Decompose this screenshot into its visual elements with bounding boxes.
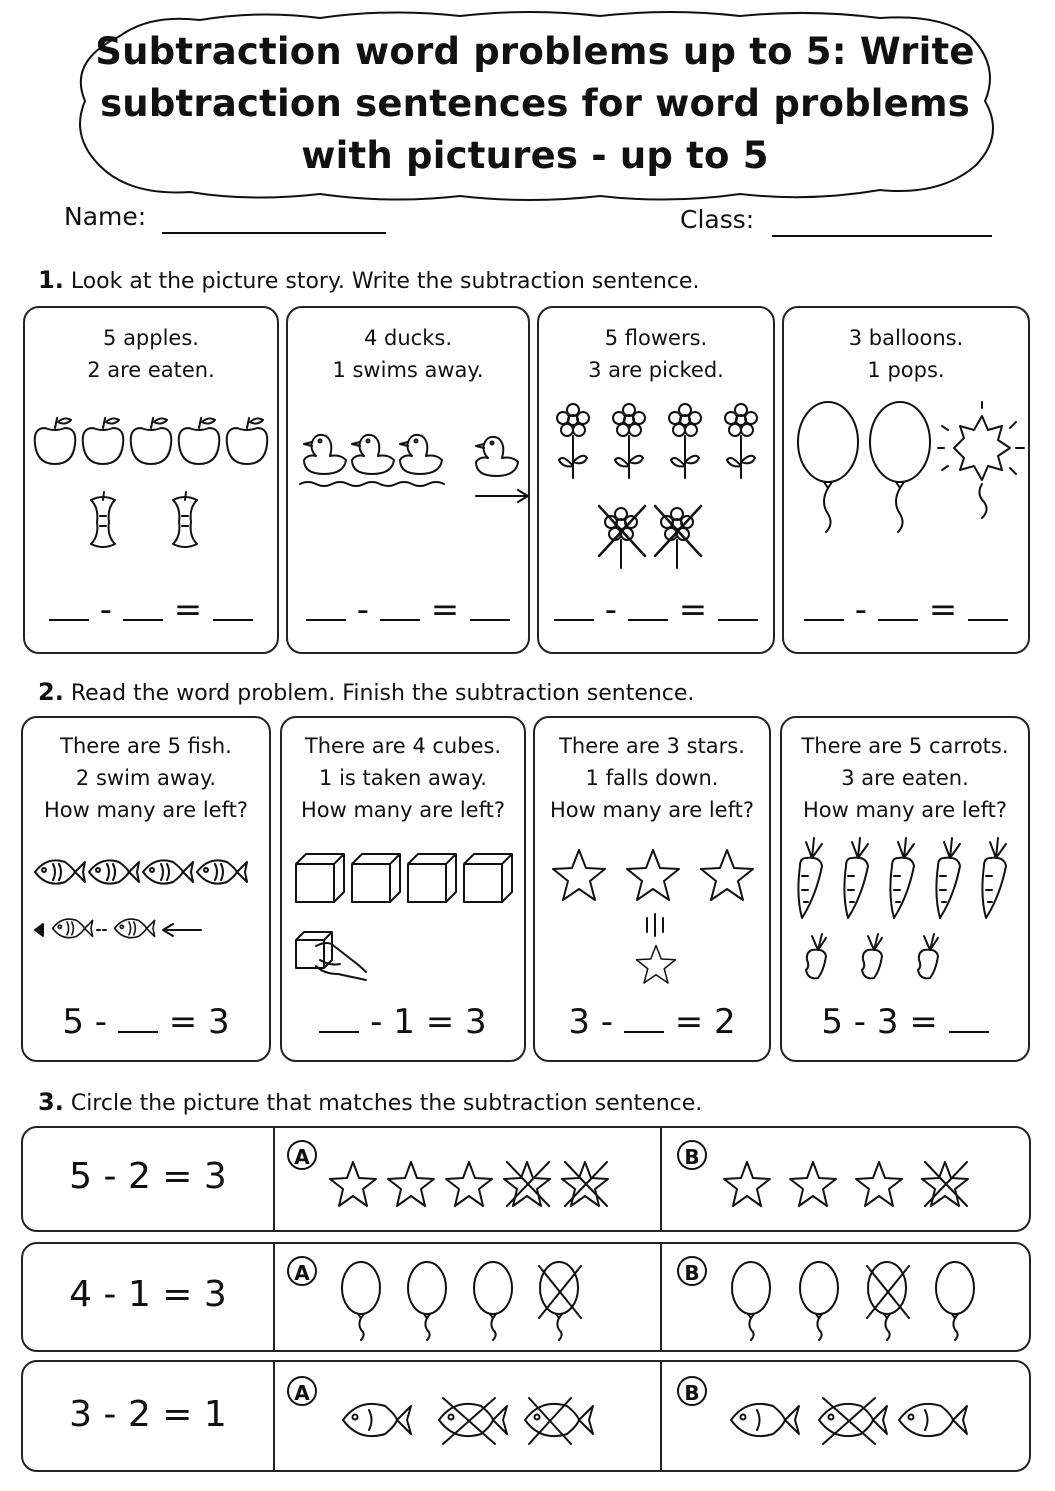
section3-instruction: Circle the picture that matches the subtraction sentence. <box>70 1091 703 1116</box>
subtraction-sentence: 3 - 2 = 1 <box>69 1394 227 1435</box>
apple-icons-row <box>33 416 273 476</box>
equation-row: - = <box>539 590 773 630</box>
page-title: Subtraction word problems up to 5: Write subtraction sentences for word problems with pictures - up to 5 <box>95 30 975 177</box>
apple-icon <box>35 418 76 464</box>
carrot-icon <box>982 838 1006 918</box>
section1-heading <box>38 266 699 294</box>
section1-number: 1. <box>38 266 64 294</box>
balloon-icon <box>408 1262 446 1340</box>
cube-icons <box>294 852 524 982</box>
word-problem-panel-carrots <box>780 716 1030 1062</box>
falling-star-icon <box>637 946 676 984</box>
equation-row: 3 - = 2 <box>568 1002 736 1042</box>
apple-icon <box>131 418 172 464</box>
cube-icon <box>464 854 512 902</box>
apple-icon <box>83 418 124 464</box>
apple-icon <box>179 418 220 464</box>
answer-blank[interactable] <box>878 591 918 621</box>
problem-text-line1: There are 3 stars. <box>559 734 745 758</box>
cube-in-hand-icon <box>296 932 366 980</box>
answer-blank[interactable] <box>624 1003 664 1033</box>
name-label: Name: <box>64 202 147 231</box>
word-problem-panel-fish <box>21 716 271 1062</box>
star-icon <box>330 1162 376 1206</box>
crossed-flower-icon <box>655 506 701 568</box>
fish-icon <box>143 860 193 883</box>
star-icon <box>446 1162 492 1206</box>
answer-blank[interactable] <box>118 1003 158 1033</box>
carrot-icon <box>798 838 822 918</box>
star-icons <box>551 848 761 988</box>
fish-icon <box>115 919 155 938</box>
option-b-label[interactable]: B <box>677 1256 707 1286</box>
option-a-label[interactable]: A <box>287 1140 317 1170</box>
duck-icon <box>352 435 394 474</box>
option-a-fish[interactable] <box>341 1396 601 1456</box>
class-label: Class: <box>680 205 755 234</box>
option-b-stars[interactable] <box>723 1160 983 1220</box>
match-row <box>21 1242 1031 1352</box>
eaten-carrot-icon <box>918 934 938 978</box>
problem-text-line3: How many are left? <box>43 798 249 822</box>
match-row <box>21 1360 1031 1472</box>
panel-text-line2: 1 swims away. <box>332 358 484 382</box>
carrot-icons <box>796 836 1026 996</box>
panel-text-line1: 4 ducks. <box>364 326 452 350</box>
equation-row: - = <box>25 590 277 630</box>
option-a-balloons[interactable] <box>341 1260 601 1344</box>
crossed-flower-icon <box>599 506 645 568</box>
cube-icon <box>352 854 400 902</box>
fish-icon <box>343 1404 411 1436</box>
panel-text-line1: 5 apples. <box>103 326 199 350</box>
apple-core-icon <box>91 492 115 547</box>
carrot-icon <box>890 838 914 918</box>
crossed-balloon-icon <box>539 1262 581 1340</box>
section3-heading <box>38 1088 702 1116</box>
balloon-icon <box>732 1262 770 1340</box>
problem-text-line3: How many are left? <box>300 798 506 822</box>
problem-text-line1: There are 4 cubes. <box>304 734 502 758</box>
cube-icon <box>296 854 344 902</box>
fish-icon <box>53 919 93 938</box>
answer-blank[interactable] <box>306 591 346 621</box>
popped-balloon-icon <box>938 402 1024 518</box>
crossed-balloon-icon <box>867 1262 909 1340</box>
option-b-label[interactable]: B <box>677 1140 707 1170</box>
fish-icon <box>899 1404 967 1436</box>
story-panel-flowers <box>537 306 775 654</box>
section3-number: 3. <box>38 1088 64 1116</box>
duck-icon <box>400 435 442 474</box>
star-icon <box>856 1162 902 1206</box>
subtraction-sentence: 4 - 1 = 3 <box>69 1274 227 1315</box>
flower-icon <box>557 404 589 478</box>
balloon-icon <box>870 402 930 532</box>
answer-blank[interactable] <box>123 591 163 621</box>
apple-core-icon <box>173 492 197 547</box>
answer-blank[interactable] <box>718 591 758 621</box>
problem-text-line1: There are 5 fish. <box>60 734 232 758</box>
equation-row: - 1 = 3 <box>282 1002 524 1042</box>
balloon-icon <box>800 1262 838 1340</box>
match-row <box>21 1126 1031 1232</box>
answer-blank[interactable] <box>628 591 668 621</box>
panel-text-line2: 1 pops. <box>867 358 945 382</box>
balloon-icon <box>474 1262 512 1340</box>
balloon-icon <box>798 402 858 532</box>
flower-icons <box>553 402 773 582</box>
arrow-right-icon <box>476 490 528 502</box>
answer-blank[interactable] <box>804 591 844 621</box>
flower-icon <box>613 404 645 478</box>
answer-blank[interactable] <box>49 591 89 621</box>
problem-text-line2: 2 swim away. <box>75 766 217 790</box>
section1-instruction: Look at the picture story. Write the subtraction sentence. <box>70 269 700 294</box>
eaten-carrot-icon <box>862 934 882 978</box>
option-b-balloons[interactable] <box>731 1260 991 1344</box>
star-icon <box>724 1162 770 1206</box>
star-icon <box>553 850 605 900</box>
name-field[interactable] <box>162 232 386 234</box>
answer-blank[interactable] <box>949 1003 989 1033</box>
apple-core-icons <box>83 492 223 554</box>
option-a-label[interactable]: A <box>287 1256 317 1286</box>
duck-icon <box>304 435 346 474</box>
option-a-stars[interactable] <box>329 1160 619 1220</box>
star-icon <box>388 1162 434 1206</box>
story-panel-balloons <box>782 306 1030 654</box>
problem-text-line3: How many are left? <box>802 798 1008 822</box>
equation-row: - = <box>784 590 1028 630</box>
fish-icon <box>35 860 85 883</box>
panel-text-line2: 2 are eaten. <box>87 358 215 382</box>
fish-icon <box>89 860 139 883</box>
star-icon <box>627 850 679 900</box>
cube-icon <box>408 854 456 902</box>
problem-text-line2: 1 falls down. <box>585 766 719 790</box>
word-problem-panel-cubes <box>280 716 526 1062</box>
crossed-star-icon <box>922 1162 968 1206</box>
carrot-icon <box>936 838 960 918</box>
problem-text-line1: There are 5 carrots. <box>801 734 1009 758</box>
class-field[interactable] <box>772 235 992 237</box>
panel-text-line1: 5 flowers. <box>604 326 708 350</box>
section2-instruction: Read the word problem. Finish the subtraction sentence. <box>70 681 695 706</box>
problem-text-line3: How many are left? <box>549 798 755 822</box>
answer-blank[interactable] <box>319 1003 359 1033</box>
answer-blank[interactable] <box>554 591 594 621</box>
arrow-left-icon <box>163 924 201 936</box>
subtraction-sentence: 5 - 2 = 3 <box>69 1156 227 1197</box>
answer-blank[interactable] <box>470 591 510 621</box>
crossed-fish-icon <box>525 1398 593 1444</box>
panel-text-line1: 3 balloons. <box>848 326 964 350</box>
crossed-fish-icon <box>439 1398 507 1444</box>
balloon-icon <box>936 1262 974 1340</box>
answer-blank[interactable] <box>380 591 420 621</box>
duck-icon <box>476 437 518 476</box>
apple-icon <box>227 418 268 464</box>
option-b-label[interactable]: B <box>677 1376 707 1406</box>
story-panel-apples <box>23 306 279 654</box>
star-icon <box>701 850 753 900</box>
fish-icons <box>33 854 263 974</box>
fish-icon <box>731 1404 799 1436</box>
equation-row: 5 - 3 = <box>782 1002 1028 1042</box>
duck-icons <box>300 420 530 510</box>
problem-text-line2: 3 are eaten. <box>841 766 969 790</box>
section2-number: 2. <box>38 678 64 706</box>
story-panel-ducks <box>286 306 530 654</box>
answer-blank[interactable] <box>968 591 1008 621</box>
fish-icon <box>197 860 247 883</box>
flower-icon <box>669 404 701 478</box>
section2-heading <box>38 678 694 706</box>
option-b-fish[interactable] <box>729 1396 989 1456</box>
word-problem-panel-stars <box>533 716 771 1062</box>
crossed-star-icon <box>562 1162 608 1206</box>
star-icon <box>790 1162 836 1206</box>
balloon-icons <box>796 398 1026 538</box>
answer-blank[interactable] <box>213 591 253 621</box>
eaten-carrot-icon <box>806 934 826 978</box>
option-a-label[interactable]: A <box>287 1376 317 1406</box>
panel-text-line2: 3 are picked. <box>588 358 724 382</box>
balloon-icon <box>342 1262 380 1340</box>
problem-text-line2: 1 is taken away. <box>319 766 487 790</box>
flower-icon <box>725 404 757 478</box>
equation-row: - = <box>288 590 528 630</box>
crossed-star-icon <box>504 1162 550 1206</box>
carrot-icon <box>844 838 868 918</box>
crossed-fish-icon <box>819 1398 887 1444</box>
equation-row: 5 - = 3 <box>62 1002 230 1042</box>
